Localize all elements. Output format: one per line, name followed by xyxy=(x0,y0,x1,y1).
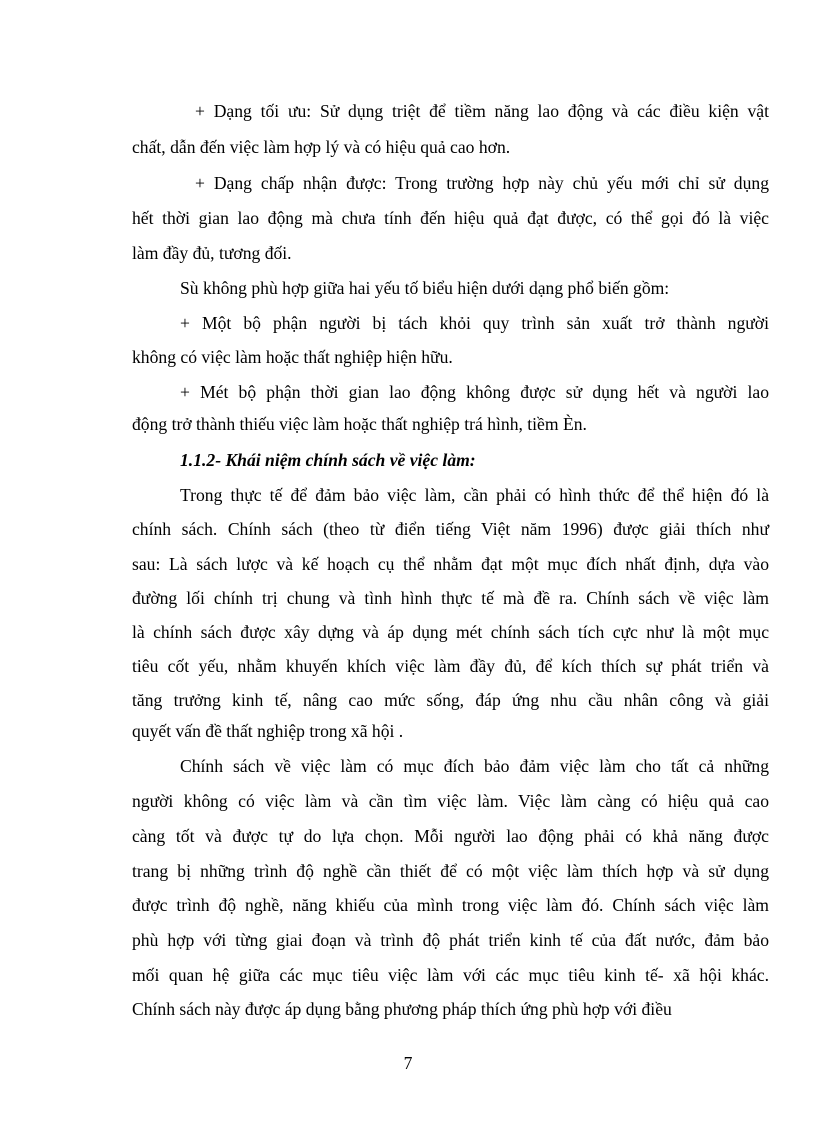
text-line: tiêu cốt yếu, nhằm khuyến khích việc làm đầy đủ, để kích thích sự phát triển và xyxy=(132,656,769,676)
text-line: người không có việc làm và cần tìm việc làm. Việc làm càng có hiệu quả cao xyxy=(132,791,769,811)
text-line: phù hợp với từng giai đoạn và trình độ phát triển kinh tế của đất nước, đảm bảo xyxy=(132,930,769,950)
text-line: + Dạng chấp nhận được: Trong trường hợp này chủ yếu mới chỉ sử dụng xyxy=(195,173,769,193)
text-line: quyết vấn đề thất nghiệp trong xã hội . xyxy=(132,721,404,741)
text-line: Chính sách này được áp dụng bằng phương pháp thích ứng phù hợp với điều xyxy=(132,999,672,1019)
text-line: sau: Là sách lược và kế hoạch cụ thể nhằm đạt một mục đích nhất định, dựa vào xyxy=(132,554,769,574)
text-line: là chính sách được xây dựng và áp dụng mét chính sách tích cực như là một mục xyxy=(132,622,769,642)
text-line: Chính sách về việc làm có mục đích bảo đảm việc làm cho tất cả những xyxy=(180,756,769,776)
page-number: 7 xyxy=(403,1053,413,1073)
text-line: + Một bộ phận người bị tách khỏi quy trình sản xuất trở thành người xyxy=(180,313,769,333)
text-line: chất, dẫn đến việc làm hợp lý và có hiệu quả cao hơn. xyxy=(132,137,511,157)
text-line: tăng trưởng kinh tế, nâng cao mức sống, đáp ứng nhu cầu nhân công và giải xyxy=(132,690,769,710)
text-line: làm đầy đủ, tương đối. xyxy=(132,243,292,263)
text-line: chính sách. Chính sách (theo từ điển tiếng Việt năm 1996) được giải thích như xyxy=(132,519,769,539)
text-line: mối quan hệ giữa các mục tiêu việc làm với các mục tiêu kinh tế- xã hội khác. xyxy=(132,965,769,985)
text-line: Sù không phù hợp giữa hai yếu tố biểu hiện dưới dạng phổ biến gồm: xyxy=(180,278,670,298)
text-line: động trở thành thiếu việc làm hoặc thất nghiệp trá hình, tiềm Èn. xyxy=(132,414,587,434)
text-line: càng tốt và được tự do lựa chọn. Mỗi người lao động phải có khả năng được xyxy=(132,826,769,846)
text-line: Trong thực tế để đảm bảo việc làm, cần phải có hình thức để thể hiện đó là xyxy=(180,485,769,505)
section-heading: 1.1.2- Khái niệm chính sách về việc làm: xyxy=(180,450,476,470)
text-line: không có việc làm hoặc thất nghiệp hiện hữu. xyxy=(132,347,453,367)
text-line: + Dạng tối ưu: Sử dụng triệt để tiềm năng lao động và các điều kiện vật xyxy=(195,101,769,121)
text-line: hết thời gian lao động mà chưa tính đến hiệu quả đạt được, có thể gọi đó là việc xyxy=(132,208,769,228)
text-line: được trình độ nghề, năng khiếu của mình trong việc làm đó. Chính sách việc làm xyxy=(132,895,769,915)
text-line: trang bị những trình độ nghề cần thiết để có một việc làm thích hợp và sử dụng xyxy=(132,861,769,881)
text-line: đường lối chính trị chung và tình hình thực tế mà đề ra. Chính sách về việc làm xyxy=(132,588,769,608)
text-line: + Mét bộ phận thời gian lao động không được sử dụng hết và người lao xyxy=(180,382,769,402)
